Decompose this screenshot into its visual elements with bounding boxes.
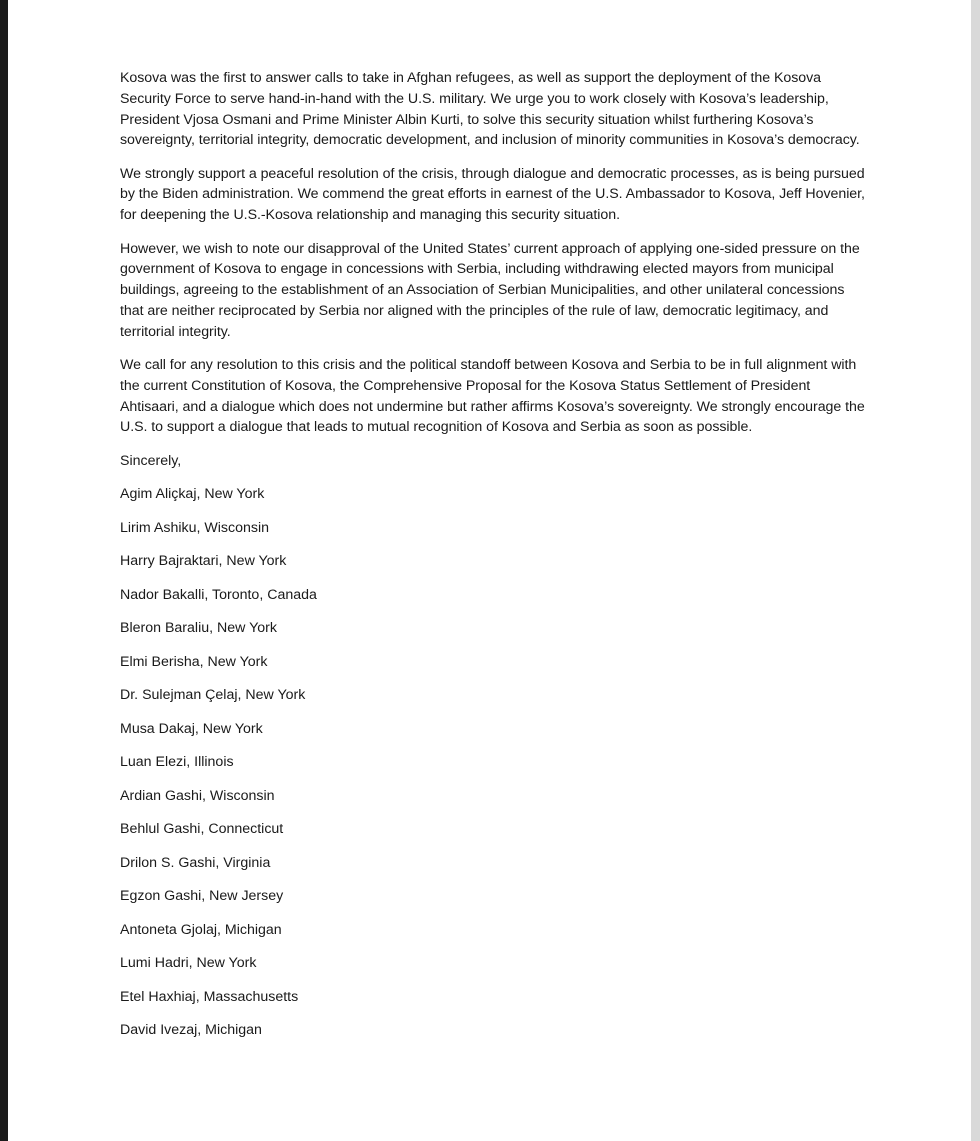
paragraph-refugees-and-leadership: Kosova was the first to answer calls to take in Afghan refugees, as well as support the deployment of the Kosova Security Force to serve hand-in-hand with the U.S. military. We urge you to work closely with Kosova’s leadership, President Vjosa Osmani and Prime Minister Albin Kurti, to solve this security situation whilst furthering Kosova’s sovereignty, territorial integrity, democratic development, and inclusion of minority communities in Kosova’s democracy. [120,70,860,149]
letter-body [120,68,870,1054]
signatory: Antoneta Gjolaj, Michigan [120,921,282,938]
signatory: David Ivezaj, Michigan [120,1022,262,1039]
signatory: Elmi Berisha, New York [120,653,268,670]
signatory: Behlul Gashi, Connecticut [120,821,284,838]
paragraph-call-for-resolution: We call for any resolution to this crisis and the political standoff between Kosova and Serbia to be in full alignment with the current Constitution of Kosova, the Comprehensive Proposal for the Kosova Status Settlement of President Ahtisaari, and a dialogue which does not undermine but rather affirms Kosova’s sovereignty. We strongly encourage the U.S. to support a dialogue that leads to mutual recognition of Kosova and Serbia as soon as possible. [120,357,865,436]
signatory: Musa Dakaj, New York [120,720,263,737]
signatory: Dr. Sulejman Çelaj, New York [120,687,306,704]
signatory: Ardian Gashi, Wisconsin [120,787,275,804]
signatory: Harry Bajraktari, New York [120,553,287,570]
signatory: Bleron Baraliu, New York [120,620,277,637]
viewer-right-border [971,0,980,1141]
signatory: Luan Elezi, Illinois [120,754,234,771]
signatory-list [120,484,870,1054]
paragraph-disapproval: However, we wish to note our disapproval of the United States’ current approach of applying one-sided pressure on the government of Kosova to engage in concessions with Serbia, including withdrawing elected mayors from municipal buildings, agreeing to the establishment of an Association of Serbian Municipalities, and other unilateral concessions that are neither reciprocated by Serbia nor aligned with the principles of the rule of law, democratic legitimacy, and territorial integrity. [120,240,860,340]
signatory: Etel Haxhiaj, Massachusetts [120,988,299,1005]
signatory: Lirim Ashiku, Wisconsin [120,519,270,536]
document-page [8,0,971,1141]
signatory: Drilon S. Gashi, Virginia [120,854,271,871]
paragraph-peaceful-resolution: We strongly support a peaceful resolution of the crisis, through dialogue and democratic processes, as is being pursued by the Biden administration. We commend the great efforts in earnest of the U.S. Ambassador to Kosova, Jeff Hovenier, for deepening the U.S.-Kosova relationship and managing this security situation. [120,165,865,224]
signatory: Egzon Gashi, New Jersey [120,888,284,905]
signatory: Agim Aliçkaj, New York [120,486,265,503]
closing-salutation: Sincerely, [120,452,182,469]
signatory: Nador Bakalli, Toronto, Canada [120,586,317,603]
signatory: Lumi Hadri, New York [120,955,257,972]
